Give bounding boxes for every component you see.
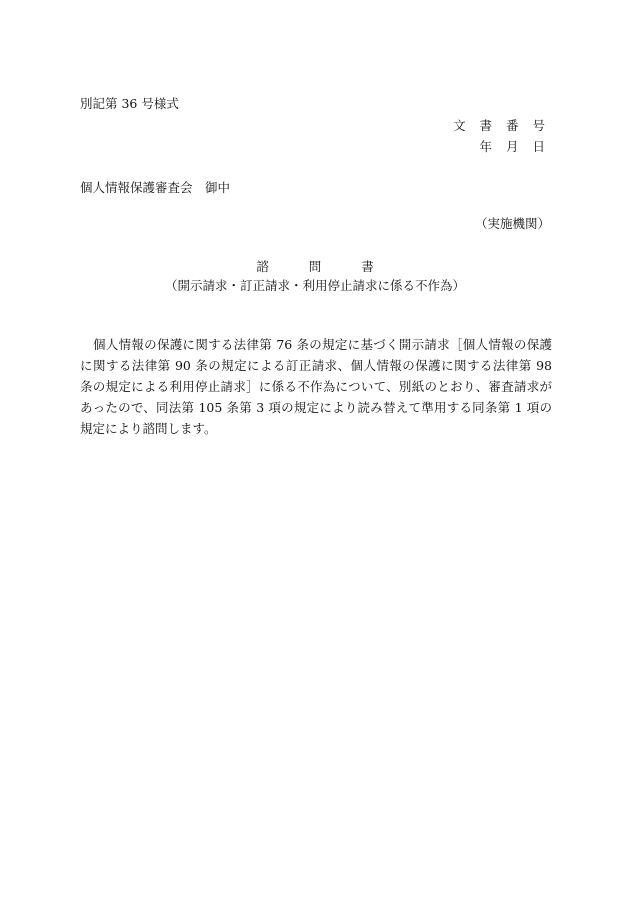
document-title: 諮 問 書 (256, 259, 392, 274)
document-date-label: 年 月 日 (479, 139, 550, 154)
body-paragraph: 個人情報の保護に関する法律第 76 条の規定に基づく開示請求［個人情報の保護に関する法律第 90 条の規定による訂正請求、個人情報の保護に関する法律第 98 条の規定による利用停止請求］に係る不作為について、別紙のとおり、審査請求があったので、同法第 105 条第 3 項の規定により読み替えて準用する同条第 1 項の規定により諮問します。 (80, 337, 552, 436)
form-label: 別記第 36 号様式 (80, 96, 179, 111)
sender-agency: （実施機関） (474, 216, 550, 231)
document-subtitle: （開示請求・訂正請求・利用停止請求に係る不作為） (164, 278, 465, 293)
addressee: 個人情報保護審査会 御中 (80, 180, 231, 195)
document-number-label: 文 書 番 号 (453, 118, 550, 133)
